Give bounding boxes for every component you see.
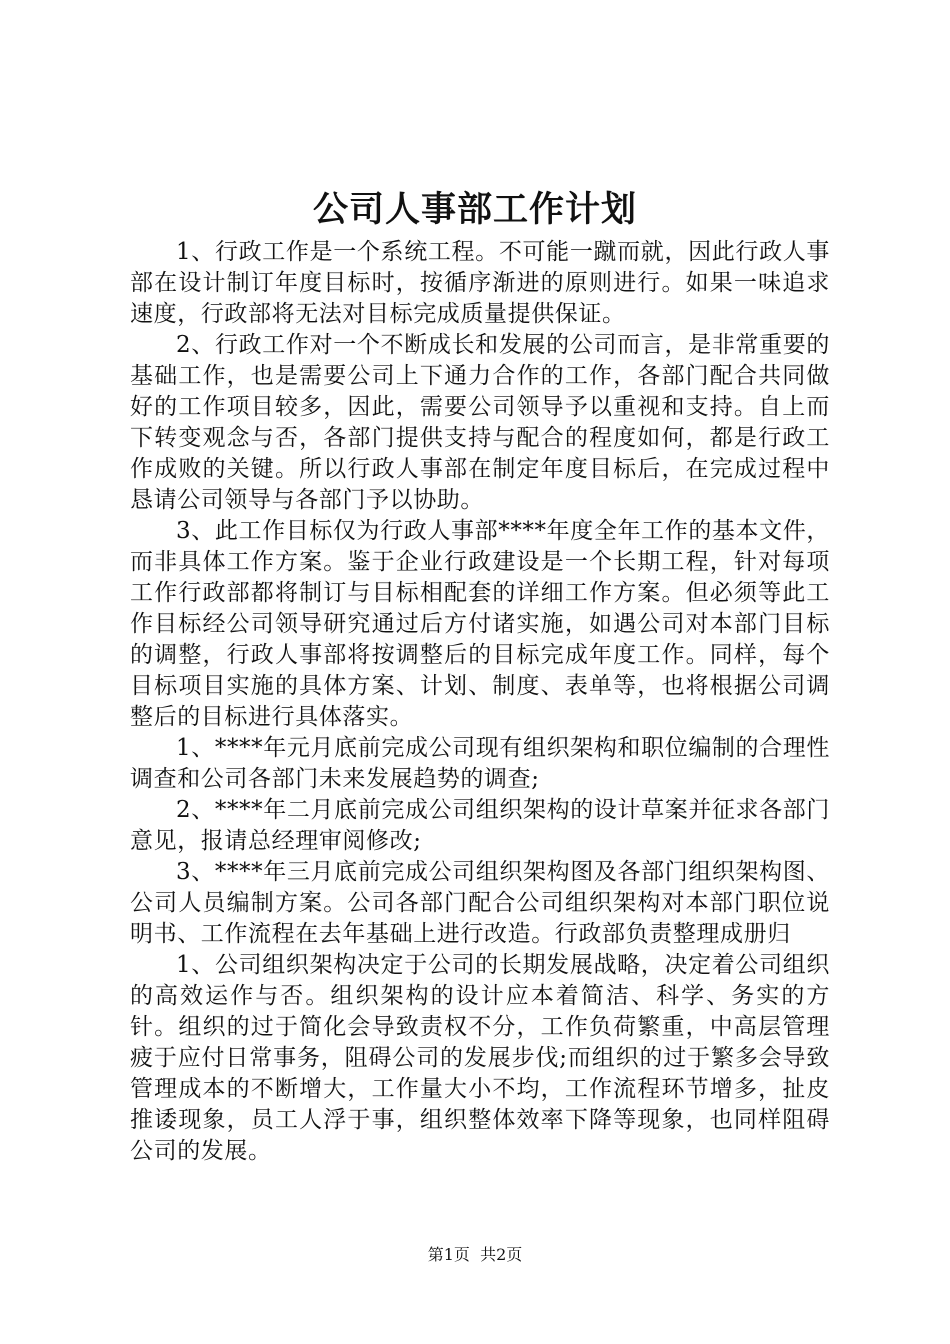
page-number: 第1页	[427, 1245, 470, 1264]
paragraph: 2、****年二月底前完成公司组织架构的设计草案并征求各部门意见，报请总经理审阅修改;	[130, 797, 830, 854]
page-footer	[0, 1244, 950, 1266]
paragraph: 1、行政工作是一个系统工程。不可能一蹴而就，因此行政人事部在设计制订年度目标时，按循序渐进的原则进行。如果一味追求速度，行政部将无法对目标完成质量提供保证。	[130, 239, 830, 327]
paragraph: 1、****年元月底前完成公司现有组织架构和职位编制的合理性调查和公司各部门未来发展趋势的调查;	[130, 735, 830, 792]
paragraph: 3、****年三月底前完成公司组织架构图及各部门组织架构图、公司人员编制方案。公司各部门配合公司组织架构对本部门职位说明书、工作流程在去年基础上进行改造。行政部负责整理成册归	[130, 859, 830, 947]
page-total: 共2页	[480, 1245, 523, 1264]
document-title: 公司人事部工作计划	[312, 189, 637, 230]
paragraph: 1、公司组织架构决定于公司的长期发展战略，决定着公司组织的高效运作与否。组织架构的设计应本着简洁、科学、务实的方针。组织的过于简化会导致责权不分，工作负荷繁重，中高层管理疲于应付日常事务，阻碍公司的发展步伐;而组织的过于繁多会导致管理成本的不断增大，工作量大小不均，工作流程环节增多，扯皮推诿现象，员工人浮于事，组织整体效率下降等现象，也同样阻碍公司的发展。	[130, 952, 830, 1164]
document-body	[130, 237, 830, 1167]
paragraph: 2、行政工作对一个不断成长和发展的公司而言，是非常重要的基础工作，也是需要公司上下通力合作的工作，各部门配合共同做好的工作项目较多，因此，需要公司领导予以重视和支持。自上而下转变观念与否，各部门提供支持与配合的程度如何，都是行政工作成败的关键。所以行政人事部在制定年度目标后，在完成过程中恳请公司领导与各部门予以协助。	[130, 332, 830, 513]
paragraph: 3、此工作目标仅为行政人事部****年度全年工作的基本文件，而非具体工作方案。鉴于企业行政建设是一个长期工程，针对每项工作行政部都将制订与目标相配套的详细工作方案。但必须等此工作目标经公司领导研究通过后方付诸实施，如遇公司对本部门目标的调整，行政人事部将按调整后的目标完成年度工作。同样，每个目标项目实施的具体方案、计划、制度、表单等，也将根据公司调整后的目标进行具体落实。	[130, 518, 830, 730]
footer-spacer	[470, 1245, 480, 1264]
